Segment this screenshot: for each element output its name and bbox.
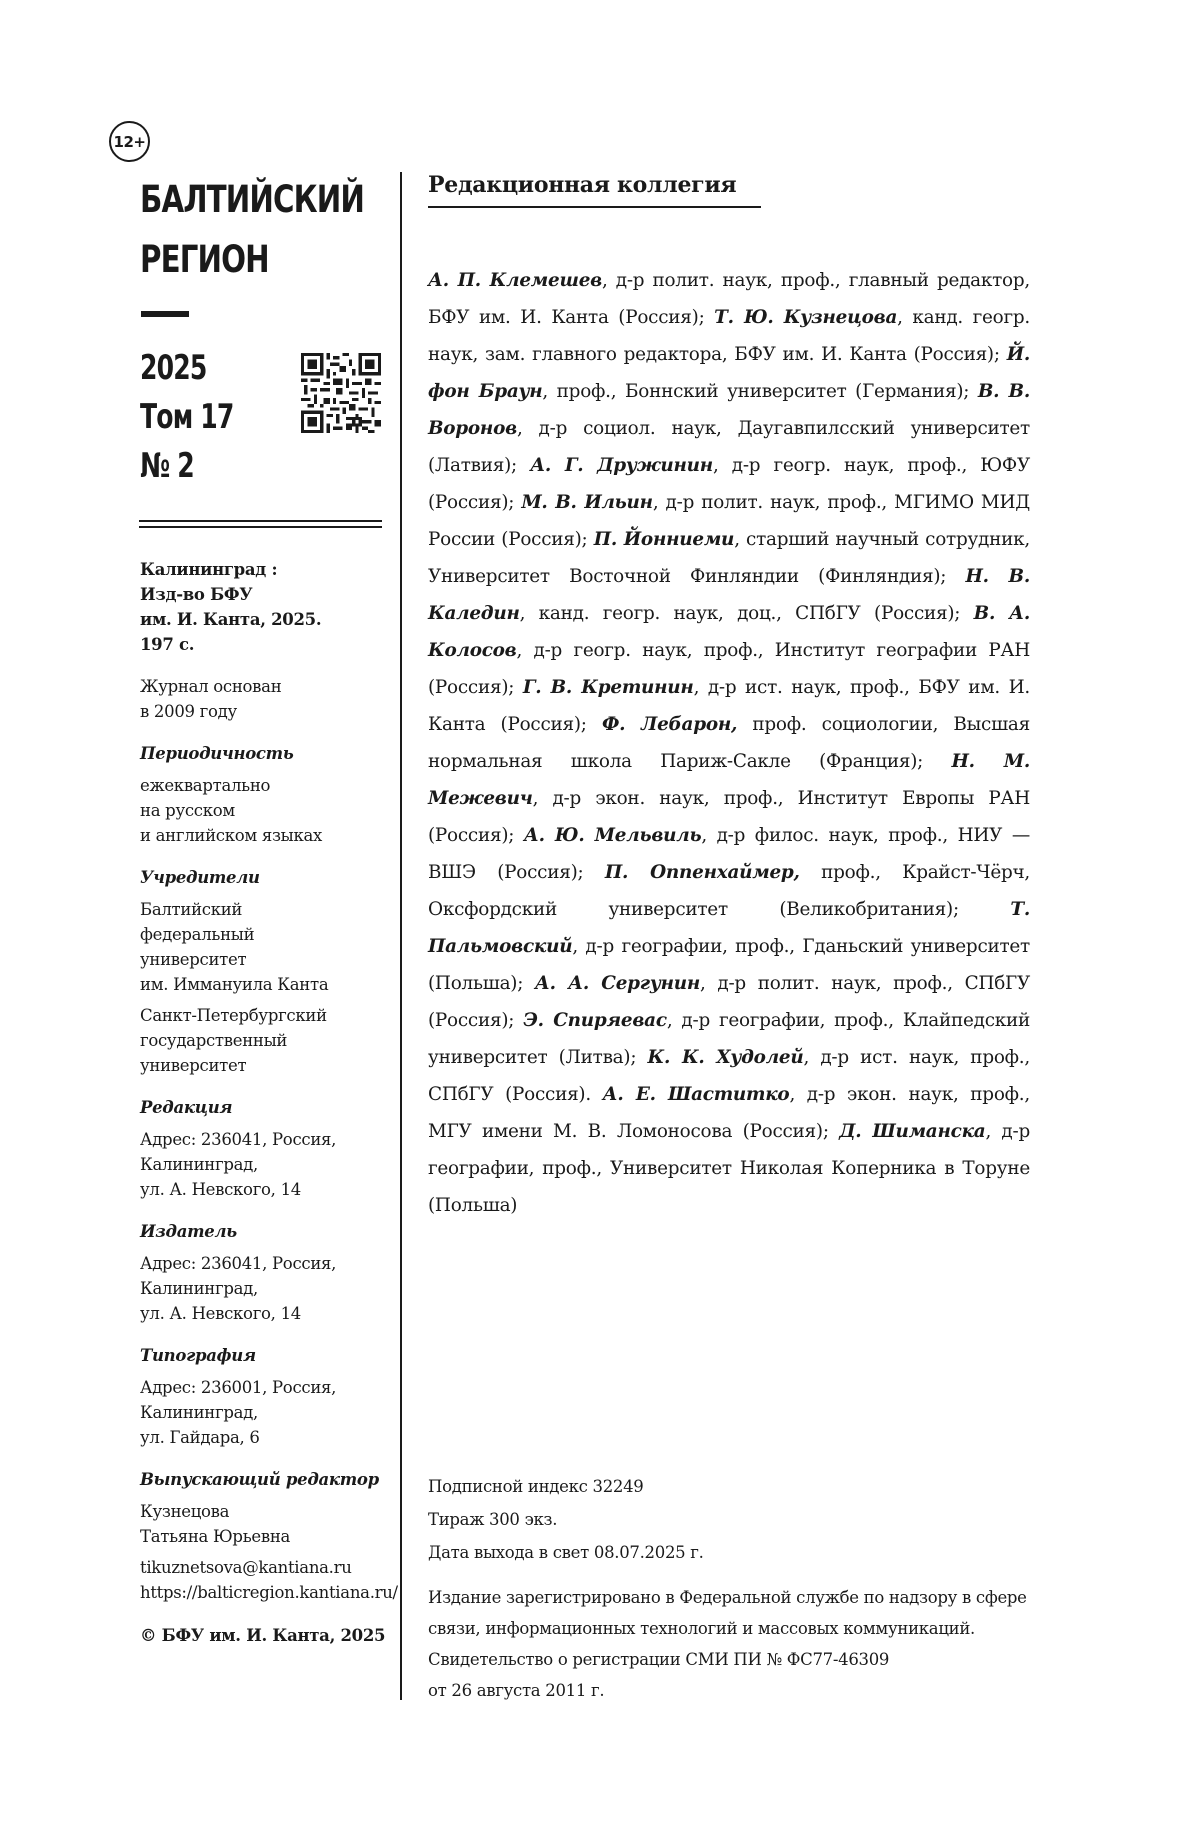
board-member-affiliation: , старший научный сотрудник, Университет Восточной Финляндии (Финляндия); bbox=[428, 529, 1030, 587]
issue-number: № 2 bbox=[140, 446, 194, 486]
editorial-office-heading: Редакция bbox=[140, 1098, 233, 1117]
imprint-line: 197 с. bbox=[140, 635, 195, 654]
board-member-name: А. Г. Дружинин bbox=[530, 455, 713, 476]
address-line: ул. А. Невского, 14 bbox=[140, 1304, 301, 1323]
founder-spbgu bbox=[140, 1003, 390, 1078]
registration-line: Издание зарегистрировано в Федеральной службе по надзору в сфере bbox=[428, 1588, 1027, 1607]
board-member-name: В. В. Воронов bbox=[428, 381, 1031, 439]
editorial-office-section bbox=[140, 1095, 390, 1202]
board-member-name: Н. М. Межевич bbox=[428, 751, 1030, 809]
publication-info bbox=[428, 1470, 1030, 1569]
founder-line: Санкт-Петербургский bbox=[140, 1006, 327, 1025]
periodicity-line: на русском bbox=[140, 801, 235, 820]
founder-line: университет bbox=[140, 950, 247, 969]
founders-heading: Учредители bbox=[140, 868, 260, 887]
board-member-affiliation: , д-р экон. наук, проф., Институт Европы РАН (Россия); bbox=[428, 788, 1030, 846]
managing-editor-name: Кузнецова bbox=[140, 1502, 230, 1521]
printing-section bbox=[140, 1343, 390, 1450]
qr-code-icon bbox=[301, 352, 381, 434]
founded-line: Журнал основан bbox=[140, 677, 282, 696]
registration-line: Свидетельство о регистрации СМИ ПИ № ФС77-46309 bbox=[428, 1650, 890, 1669]
registration-line: от 26 августа 2011 г. bbox=[428, 1681, 605, 1700]
board-member-name: Т. Ю. Кузнецова bbox=[714, 307, 898, 328]
address-line: Адрес: 236001, Россия, bbox=[140, 1378, 337, 1397]
board-member-name: Г. В. Кретинин bbox=[522, 677, 694, 698]
circulation: Тираж 300 экз. bbox=[428, 1510, 558, 1529]
board-member-name: А. Ю. Мельвиль bbox=[523, 825, 702, 846]
imprint-line: Изд-во БФУ bbox=[140, 585, 253, 604]
journal-title-line1: БАЛТИЙСКИЙ bbox=[140, 178, 365, 221]
board-member-name: П. Оппенхаймер, bbox=[604, 862, 800, 883]
managing-editor-email[interactable]: tikuznetsova@kantiana.ru bbox=[140, 1558, 352, 1577]
periodicity-heading: Периодичность bbox=[140, 744, 294, 763]
masthead-double-rule bbox=[139, 520, 382, 528]
board-member-affiliation: , д-р ист. наук, проф., СПбГУ (Россия). bbox=[428, 1047, 1030, 1105]
board-member-name: Т. Пальмовский bbox=[428, 899, 1030, 957]
board-member-affiliation: проф., Крайст-Чёрч, Оксфордский университет (Великобритания); bbox=[428, 862, 1031, 920]
editorial-board-heading: Редакционная коллегия bbox=[428, 172, 737, 198]
board-member-affiliation: , д-р экон. наук, проф., МГУ имени М. В. Ломоносова (Россия); bbox=[428, 1084, 1030, 1142]
board-member-affiliation: , д-р филос. наук, проф., НИУ — ВШЭ (Россия); bbox=[428, 825, 1030, 883]
printing-heading: Типография bbox=[140, 1346, 256, 1365]
board-member-affiliation: проф. социологии, Высшая нормальная школа Париж-Сакле (Франция); bbox=[428, 714, 1030, 772]
board-member-affiliation: , д-р геогр. наук, проф., ЮФУ (Россия); bbox=[428, 455, 1030, 513]
board-member-name: В. А. Колосов bbox=[428, 603, 1030, 661]
board-member-affiliation: , д-р геогр. наук, проф., Институт географии РАН (Россия); bbox=[428, 640, 1030, 698]
publisher-heading: Издатель bbox=[140, 1222, 237, 1241]
periodicity-line: и английском языках bbox=[140, 826, 323, 845]
age-rating-badge bbox=[109, 121, 150, 162]
editorial-board-list bbox=[428, 262, 1030, 1224]
periodicity-section bbox=[140, 741, 390, 848]
founder-bfu bbox=[140, 897, 390, 997]
board-member-affiliation: , д-р социол. наук, Даугавпилсский университет (Латвия); bbox=[428, 418, 1030, 476]
publisher-section bbox=[140, 1219, 390, 1326]
editorial-board-underline bbox=[428, 206, 761, 208]
board-member-name: А. П. Клемешев bbox=[428, 270, 602, 291]
address-line: Калининград, bbox=[140, 1279, 258, 1298]
copyright-notice: © БФУ им. И. Канта, 2025 bbox=[140, 1626, 386, 1645]
founder-line: университет bbox=[140, 1056, 247, 1075]
board-member-affiliation: , д-р географии, проф., Клайпедский университет (Литва); bbox=[428, 1010, 1031, 1068]
founder-line: государственный bbox=[140, 1031, 288, 1050]
board-member-name: А. Е. Шаститко bbox=[602, 1084, 790, 1105]
board-member-affiliation: , д-р географии, проф., Гданьский университет (Польша); bbox=[428, 936, 1030, 994]
managing-editor-section bbox=[140, 1467, 398, 1605]
imprint-line: им. И. Канта, 2025. bbox=[140, 610, 322, 629]
journal-title bbox=[140, 170, 400, 290]
board-member-name: Ф. Лебарон, bbox=[601, 714, 738, 735]
founded-note bbox=[140, 674, 390, 724]
journal-title-line2: РЕГИОН bbox=[140, 238, 269, 281]
founder-line: федеральный bbox=[140, 925, 255, 944]
issue-info bbox=[140, 344, 254, 491]
board-member-affiliation: , канд. геогр. наук, зам. главного редактора, БФУ им. И. Канта (Россия); bbox=[428, 307, 1030, 365]
board-member-affiliation: , д-р полит. наук, проф., МГИМО МИД России (Россия); bbox=[428, 492, 1030, 550]
address-line: Адрес: 236041, Россия, bbox=[140, 1254, 337, 1273]
board-member-affiliation: , д-р полит. наук, проф., главный редактор, БФУ им. И. Канта (Россия); bbox=[428, 270, 1031, 328]
board-member-affiliation: , д-р полит. наук, проф., СПбГУ (Россия); bbox=[428, 973, 1030, 1031]
title-divider bbox=[141, 311, 189, 317]
board-member-name: К. К. Худолей bbox=[647, 1047, 804, 1068]
board-member-affiliation: , канд. геогр. наук, доц., СПбГУ (Россия); bbox=[519, 603, 974, 624]
address-line: ул. Гайдара, 6 bbox=[140, 1428, 260, 1447]
issue-volume: Том 17 bbox=[140, 397, 234, 437]
board-member-name: Д. Шиманска bbox=[839, 1121, 986, 1142]
founded-line: в 2009 году bbox=[140, 702, 237, 721]
imprint bbox=[140, 557, 390, 657]
release-date: Дата выхода в свет 08.07.2025 г. bbox=[428, 1543, 704, 1562]
board-member-name: М. В. Ильин bbox=[521, 492, 653, 513]
board-member-name: Н. В. Каледин bbox=[428, 566, 1030, 624]
left-sidebar bbox=[140, 557, 398, 1648]
founder-line: им. Иммануила Канта bbox=[140, 975, 329, 994]
subscription-index: Подписной индекс 32249 bbox=[428, 1477, 644, 1496]
registration-line: связи, информационных технологий и массовых коммуникаций. bbox=[428, 1619, 975, 1638]
founder-line: Балтийский bbox=[140, 900, 243, 919]
managing-editor-heading: Выпускающий редактор bbox=[140, 1470, 379, 1489]
column-divider bbox=[400, 172, 402, 1700]
registration-info bbox=[428, 1582, 1030, 1706]
address-line: Калининград, bbox=[140, 1403, 258, 1422]
address-line: Адрес: 236041, Россия, bbox=[140, 1130, 337, 1149]
imprint-line: Калининград : bbox=[140, 560, 278, 579]
board-member-affiliation: , д-р географии, проф., Университет Николая Коперника в Торуне (Польша) bbox=[428, 1121, 1030, 1216]
board-member-affiliation: , проф., Боннский университет (Германия); bbox=[542, 381, 978, 402]
board-member-name: Э. Спиряевас bbox=[523, 1010, 667, 1031]
journal-website-link[interactable]: https://balticregion.kantiana.ru/ bbox=[140, 1583, 398, 1602]
issue-year: 2025 bbox=[140, 348, 207, 388]
board-member-affiliation: , д-р ист. наук, проф., БФУ им. И. Канта (Россия); bbox=[428, 677, 1030, 735]
board-member-name: А. А. Сергунин bbox=[534, 973, 701, 994]
address-line: Калининград, bbox=[140, 1155, 258, 1174]
age-rating-label: 12+ bbox=[113, 132, 146, 151]
board-member-name: Й. фон Браун bbox=[428, 344, 1030, 402]
periodicity-line: ежеквартально bbox=[140, 776, 271, 795]
board-member-name: П. Йонниеми bbox=[593, 529, 735, 550]
address-line: ул. А. Невского, 14 bbox=[140, 1180, 301, 1199]
managing-editor-name: Татьяна Юрьевна bbox=[140, 1527, 291, 1546]
founders-section bbox=[140, 865, 390, 1078]
